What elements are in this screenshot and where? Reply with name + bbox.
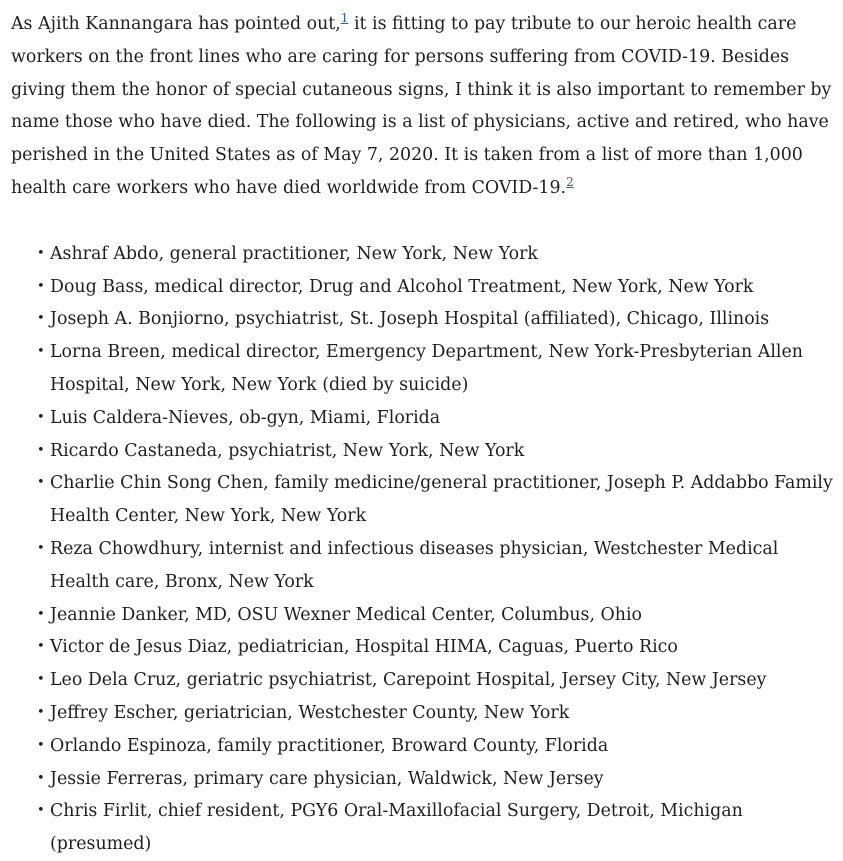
list-item bbox=[37, 435, 836, 468]
intro-text-part-2: it is fitting to pay tribute to our heroic health care workers on the front lines who are caring for persons suffering from COVID-19. Besides giving them the honor of special cutaneous signs, I think it is also important to remember by name those who have died. The following is a list of physicians, active and retired, who have perished in the United States as of May 7, 2020. It is taken from a list of more than 1,000 health care workers who have died worldwide from COVID-19. bbox=[11, 14, 832, 198]
list-item-text: Joseph A. Bonjiorno, psychiatrist, St. Joseph Hospital (affiliated), Chicago, Illinois bbox=[50, 309, 770, 330]
list-item bbox=[37, 402, 836, 435]
list-item bbox=[37, 631, 836, 664]
list-item-text: Luis Caldera-Nieves, ob-gyn, Miami, Florida bbox=[50, 407, 441, 428]
list-item-text: Doug Bass, medical director, Drug and Alcohol Treatment, New York, New York bbox=[50, 276, 754, 297]
list-item bbox=[37, 730, 836, 763]
intro-paragraph bbox=[11, 8, 836, 205]
physician-list bbox=[11, 238, 836, 861]
reference-link-1[interactable]: 1 bbox=[340, 11, 349, 25]
bullet-icon: • bbox=[37, 540, 45, 556]
list-item bbox=[37, 795, 836, 861]
list-item bbox=[37, 599, 836, 632]
list-item bbox=[37, 763, 836, 796]
bullet-icon: • bbox=[37, 344, 45, 360]
reference-link-2[interactable]: 2 bbox=[566, 174, 574, 189]
list-item-text: Charlie Chin Song Chen, family medicine/general practitioner, Joseph P. Addabbo Family Health Center, New York, New York bbox=[50, 473, 833, 527]
bullet-icon: • bbox=[37, 245, 45, 261]
list-item bbox=[37, 238, 836, 271]
list-item bbox=[37, 271, 836, 304]
list-item-text: Jeannie Danker, MD, OSU Wexner Medical Center, Columbus, Ohio bbox=[50, 604, 643, 625]
list-item bbox=[37, 467, 836, 533]
bullet-icon: • bbox=[37, 737, 45, 753]
list-item-text: Orlando Espinoza, family practitioner, Broward County, Florida bbox=[50, 735, 609, 756]
list-item-text: Lorna Breen, medical director, Emergency Department, New York-Presbyterian Allen Hospital, New York, New York (died by suicide) bbox=[50, 342, 803, 395]
bullet-icon: • bbox=[37, 278, 45, 294]
bullet-icon: • bbox=[37, 409, 45, 425]
bullet-icon: • bbox=[37, 803, 45, 819]
list-item-text: Jessie Ferreras, primary care physician, Waldwick, New Jersey bbox=[50, 768, 604, 789]
list-item bbox=[37, 533, 836, 599]
article-body bbox=[11, 8, 836, 861]
list-item-text: Chris Firlit, chief resident, PGY6 Oral-Maxillofacial Surgery, Detroit, Michigan (presumed) bbox=[50, 801, 743, 855]
list-item bbox=[37, 697, 836, 730]
list-item-text: Ricardo Castaneda, psychiatrist, New York, New York bbox=[50, 440, 525, 461]
bullet-icon: • bbox=[37, 704, 45, 720]
list-item-text: Victor de Jesus Diaz, pediatrician, Hospital HIMA, Caguas, Puerto Rico bbox=[50, 637, 678, 658]
list-item-text: Jeffrey Escher, geriatrician, Westchester County, New York bbox=[50, 702, 570, 723]
intro-text-part-1: As Ajith Kannangara has pointed out, bbox=[11, 14, 341, 34]
list-item bbox=[37, 303, 836, 336]
bullet-icon: • bbox=[37, 672, 45, 688]
list-item-text: Reza Chowdhury, internist and infectious diseases physician, Westchester Medical Health care, Bronx, New York bbox=[50, 538, 779, 592]
list-item-text: Ashraf Abdo, general practitioner, New York, New York bbox=[50, 243, 538, 264]
list-item bbox=[37, 336, 836, 402]
bullet-icon: • bbox=[37, 311, 45, 327]
bullet-icon: • bbox=[37, 639, 45, 655]
list-item bbox=[37, 664, 836, 697]
bullet-icon: • bbox=[37, 475, 45, 491]
bullet-icon: • bbox=[37, 770, 45, 786]
bullet-icon: • bbox=[37, 442, 45, 458]
list-item-text: Leo Dela Cruz, geriatric psychiatrist, Carepoint Hospital, Jersey City, New Jersey bbox=[50, 670, 767, 691]
bullet-icon: • bbox=[37, 606, 45, 622]
